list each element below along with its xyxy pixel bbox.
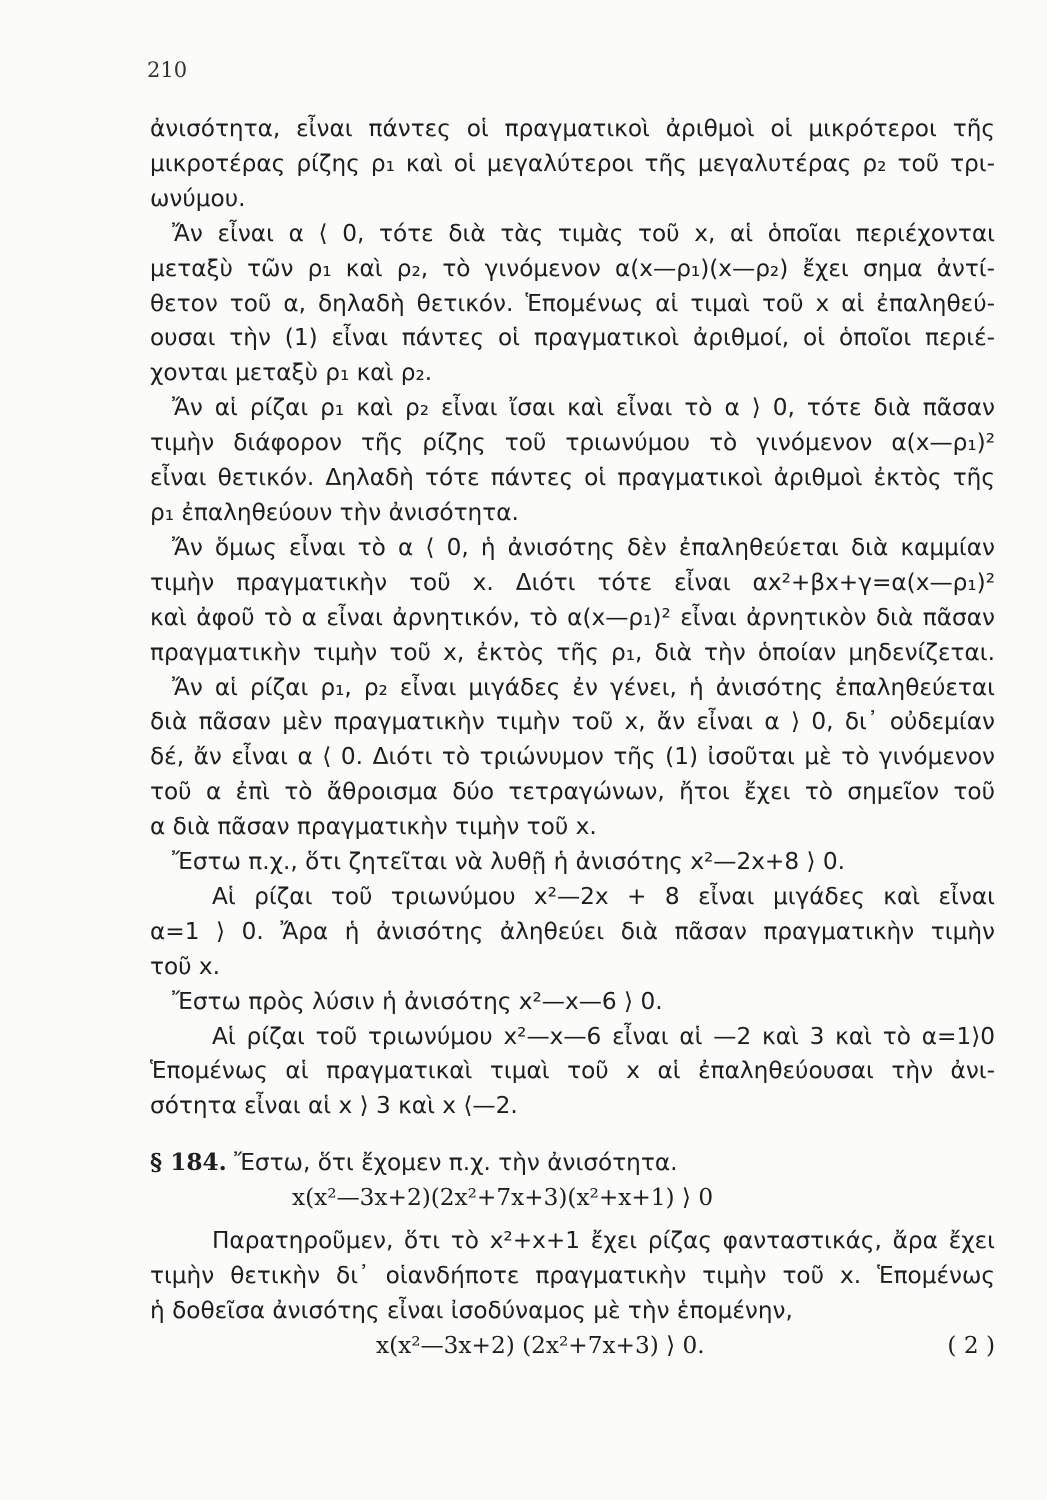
section-heading [150, 1146, 995, 1181]
section-formula: x(x²—3x+2)(2x²+7x+3)(x²+x+1) ⟩ 0 [292, 1184, 714, 1212]
page-number: 210 [147, 58, 188, 82]
text-line: α διὰ πᾶσαν πραγματικὴν τιμὴν τοῦ x. [150, 813, 597, 841]
text-line: χονται μεταξὺ ρ₁ καὶ ρ₂. [150, 359, 433, 387]
text-line: τοῦ α ἐπὶ τὸ ἄθροισμα δύο τετραγώνων, ἤτοι ἔχει τὸ σημεῖον τοῦ [150, 778, 995, 806]
section-number: § 184. [150, 1149, 227, 1177]
text-line: μεταξὺ τῶν ρ₁ καὶ ρ₂, τὸ γινόμενον α(x—ρ₁)(x—ρ₂) ἔχει σημα ἀντί- [150, 254, 995, 282]
text-line: Ἔστω πρὸς λύσιν ἡ ἀνισότης x²—x—6 ⟩ 0. [172, 987, 663, 1015]
text-line: εἶναι θετικόν. Δηλαδὴ τότε πάντες οἱ πραγματικοὶ ἀριθμοὶ ἐκτὸς τῆς [150, 464, 995, 492]
text-line: Ἄν ὅμως εἶναι τὸ α ⟨ 0, ἡ ἀνισότης δὲν ἐπαληθεύεται διὰ καμμίαν [172, 533, 995, 561]
section-text: Ἔστω, ὅτι ἔχομεν π.χ. τὴν ἀνισότητα. [234, 1149, 678, 1177]
final-formula-line [150, 1329, 995, 1364]
body-text [150, 112, 995, 1364]
text-line: τιμὴν πραγματικὴν τοῦ x. Διότι τότε εἶναι αx²+βx+γ=α(x—ρ₁)² [150, 568, 995, 596]
text-line: καὶ ἀφοῦ τὸ α εἶναι ἀρνητικόν, τὸ α(x—ρ₁)² εἶναι ἀρνητικὸν διὰ πᾶσαν [150, 603, 995, 631]
text-line: διὰ πᾶσαν μὲν πραγματικὴν τιμὴν τοῦ x, ἄν εἶναι α ⟩ 0, δι᾽ οὐδεμίαν [150, 708, 995, 736]
text-line: ουσαι τὴν (1) εἶναι πάντες οἱ πραγματικοὶ ἀριθμοί, οἱ ὁποῖοι περιέ- [150, 324, 995, 352]
text-line: Αἱ ρίζαι τοῦ τριωνύμου x²—x—6 εἶναι αἱ —2 καὶ 3 καὶ τὸ α=1⟩0 [212, 1022, 995, 1050]
text-line: δέ, ἄν εἶναι α ⟨ 0. Διότι τὸ τριώνυμον τῆς (1) ἰσοῦται μὲ τὸ γινόμενον [150, 743, 995, 771]
text-line: ωνύμου. [150, 184, 246, 212]
text-line: Παρατηροῦμεν, ὅτι τὸ x²+x+1 ἔχει ρίζας φανταστικάς, ἄρα ἔχει [212, 1227, 995, 1255]
text-line: Αἱ ρίζαι τοῦ τριωνύμου x²—2x + 8 εἶναι μιγάδες καὶ εἶναι [212, 882, 995, 910]
text-line: τιμὴν θετικὴν δι᾽ οἱανδήποτε πραγματικὴν τιμὴν τοῦ x. Ἑπομένως [150, 1262, 995, 1289]
text-line: Ἄν αἱ ρίζαι ρ₁, ρ₂ εἶναι μιγάδες ἐν γένει, ἡ ἀνισότης ἐπαληθεύεται [172, 673, 995, 701]
text-line: θετον τοῦ α, δηλαδὴ θετικόν. Ἑπομένως αἱ τιμαὶ τοῦ x αἱ ἐπαληθεύ- [150, 289, 995, 317]
text-line: πραγματικὴν τιμὴν τοῦ x, ἐκτὸς τῆς ρ₁, διὰ τὴν ὁποίαν μηδενίζεται. [150, 638, 995, 666]
text-line: τοῦ x. [150, 952, 221, 980]
text-line: Ἄν εἶναι α ⟨ 0, τότε διὰ τὰς τιμὰς τοῦ x, αἱ ὁποῖαι περιέχονται [172, 219, 995, 247]
text-line: ρ₁ ἐπαληθεύουν τὴν ἀνισότητα. [150, 498, 519, 526]
text-line: ἀνισότητα, εἶναι πάντες οἱ πραγματικοὶ ἀριθμοὶ οἱ μικρότεροι τῆς [150, 115, 995, 142]
text-line: Ἑπομένως αἱ πραγματικαὶ τιμαὶ τοῦ x αἱ ἐπαληθεύουσαι τὴν ἀνι- [150, 1057, 995, 1085]
text-line: Ἄν αἱ ρίζαι ρ₁ καὶ ρ₂ εἶναι ἴσαι καὶ εἶναι τὸ α ⟩ 0, τότε διὰ πᾶσαν [172, 394, 995, 422]
text-line: τιμὴν διάφορον τῆς ρίζης τοῦ τριωνύμου τὸ γινόμενον α(x—ρ₁)² [150, 429, 995, 457]
text-line: μικροτέρας ρίζης ρ₁ καὶ οἱ μεγαλύτεροι τῆς μεγαλυτέρας ρ₂ τοῦ τρι- [150, 149, 995, 177]
equation-number: ( 2 ) [947, 1331, 995, 1359]
text-line: α=1 ⟩ 0. Ἄρα ἡ ἀνισότης ἀληθεύει διὰ πᾶσαν πραγματικὴν τιμὴν [150, 917, 995, 945]
text-line: ἡ δοθεῖσα ἀνισότης εἶναι ἰσοδύναμος μὲ τὴν ἑπομένην, [150, 1296, 793, 1324]
text-line: Ἔστω π.χ., ὅτι ζητεῖται νὰ λυθῇ ἡ ἀνισότης x²—2x+8 ⟩ 0. [172, 848, 846, 876]
final-formula: x(x²—3x+2) (2x²+7x+3) ⟩ 0. [376, 1331, 705, 1359]
text-line: σότητα εἶναι αἱ x ⟩ 3 καὶ x ⟨—2. [150, 1092, 518, 1120]
